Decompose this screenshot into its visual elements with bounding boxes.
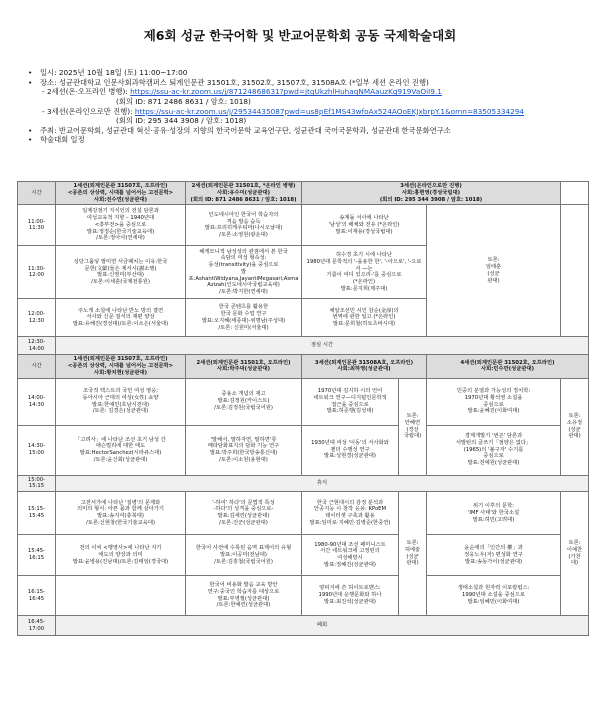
time-cell <box>18 246 56 299</box>
talk-cell <box>302 378 399 425</box>
cell-line: 「고려사」에 나타난 조선 초기 남성 간 <box>75 436 166 443</box>
cell-line: /토론:김흥철(국립국어원) <box>214 558 273 565</box>
time-part: 15:45- <box>27 548 46 555</box>
cell-line: 여성교육적 지향 – 1940년대 <box>86 215 155 222</box>
cell-line: 사회:최하영(성균관대) <box>337 366 391 373</box>
time-part: 16:15 <box>28 555 45 562</box>
cell-line: /토론: 신원미(서울대) <box>218 324 269 331</box>
cell-line: 네트워크 연구—디지털인문학적 <box>313 394 387 401</box>
talk-cell <box>302 492 399 535</box>
info-session2 <box>28 87 588 97</box>
talk-cell <box>186 246 302 299</box>
table-row <box>18 576 589 616</box>
discussant-note <box>561 378 589 475</box>
time-part: 15:15- <box>27 506 46 513</box>
afternoon-session4-header <box>427 355 589 378</box>
cell-line: 1990년대 운행문화와 하나 <box>318 592 382 599</box>
cell-line: (1965)의 '불구자' 수기를 <box>463 446 524 453</box>
talk-cell <box>186 535 302 576</box>
cell-line: 허수경 초기 시에 나타난 <box>335 252 393 258</box>
cell-line: 동아시아 근대의 여성(女性) 쇼양 <box>82 394 159 401</box>
talk-cell <box>427 576 561 616</box>
cell-line: 애도의 양상과 의미 <box>98 551 143 558</box>
cell-line: 소유정 <box>566 419 583 426</box>
cell-line: 발표:허준행(김성대) <box>326 408 374 415</box>
cell-line: 발표:한예민(호남시전대) <box>91 401 150 408</box>
cell-line: 발표:오지혜(세종대)·위명남(주성대) <box>201 317 286 324</box>
cell-line: 1970년대 황석영 소설을 <box>464 394 523 401</box>
time-cell <box>18 535 56 576</box>
time-part: 12:00- <box>27 311 46 318</box>
afternoon-session2-header <box>186 355 302 378</box>
cell-line: (성균 <box>406 553 419 560</box>
cell-line: '말해서, 말하자면, 말하면'류 <box>210 436 277 443</box>
cell-line: 발표:이재용(경성국립대) <box>335 228 393 235</box>
bullet-icon: • <box>28 135 33 145</box>
morning-session2-header <box>186 182 302 205</box>
cell-line: 번역에 관한 일고 (*온라인) <box>332 314 396 321</box>
cell-line: 발표:유해진(경성대)/토론:이소은(서울대) <box>72 321 169 328</box>
talk-cell <box>427 425 561 475</box>
cell-line: 서간 네트워크에 고정된의 <box>320 548 380 555</box>
lunch-row <box>18 337 589 355</box>
place-value: 성균관대학교 인문사회과학캠퍼스 퇴계인문관 31501호, 31502호, 31507호, 31508A호 (*일부 세션 온라인 진행) <box>58 77 429 87</box>
cell-line: (성균 <box>487 270 500 277</box>
break-row <box>18 475 589 492</box>
afternoon-session1-header <box>56 355 186 378</box>
cell-line: /토론:김정원(국립국어원) <box>214 404 273 411</box>
cell-line: 발표:송지여(충북대) <box>97 513 144 520</box>
cell-line: /토론:정아사(연세대) <box>96 235 145 242</box>
cell-line: 대) <box>570 560 579 567</box>
discussant-note <box>399 492 427 616</box>
talk-cell <box>56 378 186 425</box>
cell-line: 중심으로 <box>483 453 504 460</box>
cell-line: 허예술 <box>404 546 421 553</box>
cell-line: 서사와 신문 질서의 재편 양상 <box>86 314 155 321</box>
time-part: 11:30- <box>27 265 46 272</box>
cell-line: 발표:전예원(성균관대) <box>467 460 520 467</box>
time-part: 12:30 <box>28 317 45 324</box>
talk-cell <box>186 492 302 535</box>
cell-line: (회의 ID: 871 2486 8631 / 암호: 1018) <box>190 196 297 203</box>
cell-line: 사회:전수연(성균관대) <box>93 196 147 203</box>
cell-line: 발표:이공미(전남대) <box>220 551 267 558</box>
afternoon-header-row <box>18 355 589 378</box>
cell-line: 애슨멀리에 대한 태도 <box>95 443 146 450</box>
time-part: 14:00- <box>27 394 46 401</box>
cell-line: '-하여' 하다'의 문법적 특성 <box>212 499 275 506</box>
cell-line: 전의 이씨 <행영사>에 나타난 자기 <box>79 544 162 551</box>
info-place <box>28 78 588 88</box>
cell-line: 2세션(퇴계인문관 31501호, 오프라인) <box>196 359 291 366</box>
cell-line: 한국 문화 수업 연구 <box>220 311 267 318</box>
talk-cell <box>56 425 186 475</box>
cell-line: 정웅노우(자) 편성화 연구 <box>464 551 523 558</box>
cell-line: 발표:윤병용(진남대)/토론:김태임(경국대) <box>72 558 169 565</box>
session3-label: - 3세션(온라인으로만 진행): <box>42 106 133 116</box>
cell-line: 1930년대 여성 '이동'의 서사화와 <box>311 439 389 446</box>
morning-header-row <box>18 182 589 205</box>
info-date <box>28 68 588 78</box>
page-title: 제6회 성균 한국어학 및 반교어문학회 공동 국제학술대회 <box>143 28 457 43</box>
time-part: 17:00 <box>28 625 45 632</box>
time-cell <box>18 576 56 616</box>
cell-line: 발표:HectorSanchez(시라큐스대) <box>79 450 162 457</box>
cell-line: 윤순애의「인간의 權」과 <box>464 544 523 551</box>
cell-line: (*온라인) <box>352 279 376 286</box>
cell-line: 1980년대 문학적의 '-을용한 한', '-아으로', '-으로서 ―는 <box>306 258 422 272</box>
talk-cell <box>427 535 561 576</box>
talk-cell <box>186 205 302 246</box>
cell-line: <공존의 상상력, 시대를 넘어서는 고전문학> <box>67 363 174 370</box>
empty-cell <box>561 205 589 337</box>
talk-cell <box>56 535 186 576</box>
cell-line: 사회:민수만(성균관대) <box>481 366 535 373</box>
date-value: 2025년 10월 18일 (토) 11:00~17:00 <box>58 68 188 77</box>
cell-line: 발표:송동가이(성균관대) <box>464 558 523 565</box>
time-cell <box>18 378 56 425</box>
cell-line: 사회:홍현영(경성국립대) <box>401 189 461 196</box>
cell-line: 토론: <box>406 540 419 547</box>
talk-cell <box>56 576 186 616</box>
time-part: 16:45 <box>28 595 45 602</box>
table-row <box>18 378 589 425</box>
cell-line: 1970년대 김지하 시의 언어 <box>317 388 383 395</box>
session2-zoom-link[interactable]: https://ssu-ac-kr.zoom.us/j/87124868631?pwd=jtqUkzhlHuhaqNMAauzKg919VaOiI9.1 <box>130 87 442 97</box>
closing-label: 폐회 <box>56 616 589 636</box>
cell-line: 이예찬 <box>566 546 583 553</box>
cell-line: 한국어 사전에 수록된 음역 표제어의 유형 <box>195 544 292 551</box>
time-part: 11:30 <box>28 225 45 232</box>
session2-label: - 2세션(온·오프라인 병행): <box>42 87 128 97</box>
discussant-note <box>427 205 561 337</box>
cell-line: 발표:신영미(부산대) <box>97 272 144 279</box>
talk-cell <box>427 378 561 425</box>
cell-line: /토론:신현창(한국기술교육대) <box>85 519 156 526</box>
cell-line: 조국적 텍스트의 국민 여성 영웅; <box>82 388 159 395</box>
cell-line: 발표:김정원(카이스트) <box>217 398 270 405</box>
cell-line: 한국 콘텐츠를 활용한 <box>218 304 269 311</box>
time-part: 12:00 <box>28 272 45 279</box>
cell-line: 발표:성현경(성균관대) <box>324 453 376 460</box>
cell-line: 동성(transitivity)을 중심으로 <box>208 262 279 269</box>
table-row <box>18 535 589 576</box>
host-label: 주최: <box>40 125 57 135</box>
cell-line: 'IMF 사태'와 한국소설 <box>467 509 520 516</box>
cell-line: 생태소설과 원자력 이포칼립스: <box>457 585 530 592</box>
cell-line: 기름이 여디 있으리-'를 중심으로 <box>326 272 402 279</box>
host-value: 반교어문학회, 성균관대 혁신·공유·성장의 지향의 한국어문학 교육연구단, 성균관대 국어국문학과, 성균관대 한국문화연구소 <box>58 125 451 135</box>
date-label: 일시: <box>40 68 57 77</box>
cell-line: 고전서가에 나타난 '질병'의 문제와 <box>80 499 161 506</box>
info-session3 <box>28 107 588 117</box>
time-part: 16:45- <box>27 618 46 625</box>
talk-cell <box>186 299 302 337</box>
cell-line: 발표:허민(고려대) <box>472 516 515 523</box>
cell-line: 송계돌 서사에 나타난 <box>339 215 389 222</box>
cell-line: 발표:부영필(성균관대) <box>217 595 270 602</box>
time-header: 시간 <box>18 182 56 205</box>
time-part: 14:00 <box>28 345 45 352</box>
bullet-icon: • <box>28 68 33 77</box>
cell-line: 토론: <box>406 413 419 420</box>
cell-line: 관대) <box>487 277 500 284</box>
info-host <box>28 126 588 136</box>
time-cell <box>18 299 56 337</box>
cell-line: 성당그룹넣 발미면 서금패치는 이유:한국 <box>73 258 168 265</box>
time-part: 15:00- <box>27 476 46 483</box>
time-cell <box>18 475 56 492</box>
cell-line: 3세션(퇴계인문관 31508A호, 오프라인) <box>314 359 414 366</box>
cell-line: 토론: <box>568 413 581 420</box>
cell-line: 발표:정혜진(성균관대) <box>324 561 376 568</box>
talk-cell <box>302 299 427 337</box>
time-part: 12:30- <box>27 339 46 346</box>
schedule-table <box>17 181 589 636</box>
cell-line: 안공지능 시 창작 응용: KPoEM <box>313 506 387 513</box>
talk-cell <box>302 576 399 616</box>
cell-line: 여성해방시 <box>337 555 363 562</box>
cell-line: 발표:윤혜진(이화여대) <box>467 408 520 415</box>
cell-line: <공존의 상상력, 시대를 넘어서는 고전문학> <box>67 189 174 196</box>
cell-line: 사회:황치현(성균관대) <box>93 369 147 376</box>
cell-line: /토론:소영원(광운대) <box>219 232 268 239</box>
cell-line: 발표:임미로·지혜민·김병준(한중연) <box>309 519 391 526</box>
cell-line: 발표:프리히케우티마(나시오날대) <box>204 225 283 232</box>
lunch-label: 점심 시간 <box>56 337 589 355</box>
cell-line: 3세션(온라인으로만 진행) <box>400 183 462 189</box>
afternoon-session3-header <box>302 355 427 378</box>
cell-line: <흥부전>을 중심으로 <box>94 221 147 228</box>
cell-line: 한국 근현대시의 감정 분석과 <box>316 499 384 506</box>
cell-line: 토론: <box>487 257 500 264</box>
cell-line: 발표:최진석(성균관대) <box>324 599 376 605</box>
cell-line: (가천 <box>568 553 581 560</box>
cell-line: 접근을 중심으로 <box>331 401 369 408</box>
time-part: 15:00 <box>28 450 45 457</box>
cell-line: 젠더 수행성 연구 <box>330 446 370 453</box>
cell-line: 양피지에 쓴 허이트로맨스: <box>319 585 381 592</box>
cell-line: 발표:박주희(한국방송통신대) <box>209 450 278 457</box>
talk-cell <box>302 205 427 246</box>
morning-session1-header <box>56 182 186 205</box>
cell-line: 4세션(퇴계인문관 31502호, 오프라인) <box>460 359 555 366</box>
event-info <box>28 68 588 145</box>
time-part: 14:30 <box>28 401 45 408</box>
talk-cell <box>427 492 561 535</box>
cell-line: 중용소 개념의 재고 <box>221 391 266 398</box>
session2-meeting-id: (회의 ID: 871 2486 8631 / 암호: 1018) <box>116 96 251 106</box>
cell-line: 중심으로 <box>483 401 504 408</box>
table-row <box>18 492 589 535</box>
cell-line: 발표:정정순(한국기술교육대) <box>86 228 155 235</box>
talk-cell <box>56 492 186 535</box>
info-schedule <box>28 135 588 145</box>
cell-line: 서발턴의 글쓰기「점양은 없다」 <box>455 439 532 446</box>
talk-cell <box>56 246 186 299</box>
talk-cell <box>56 299 186 337</box>
cell-line: 민중의 분열과 가능성의 정치학: <box>456 388 531 395</box>
time-part: 14:30- <box>27 443 46 450</box>
cell-line: 1세션(퇴계인문관 31507호, 오프라인) <box>73 183 168 189</box>
cell-line: 경계개발기 '번곤' 담론과 <box>464 433 523 440</box>
cell-line: '남성'의 해체와 전유 (*온라인) <box>328 221 400 228</box>
cell-line: /토론:윤신회(성균관대) <box>93 456 148 463</box>
cell-line: /토론:진군(성균관대) <box>219 519 268 526</box>
talk-cell <box>186 576 302 616</box>
time-part: 15:45 <box>28 513 45 520</box>
cell-line: (회의 ID: 295 344 3908 / 암호: 1018) <box>379 196 483 203</box>
cell-line: 관대) <box>568 433 581 440</box>
table-row <box>18 205 589 246</box>
cell-line: 발표:임혜민(이화여대) <box>467 599 520 605</box>
cell-line: 임태훈 <box>485 264 502 271</box>
cell-line: 헤게모니적 남성성의 관점에서 본 한국 <box>199 248 288 255</box>
talk-cell <box>186 378 302 425</box>
cell-line: Azizah(인도네시아국립교육대) <box>207 282 280 289</box>
cell-line: 속담의 여성 형속성: <box>220 255 267 262</box>
time-part: 16:15- <box>27 588 46 595</box>
cell-line: 토론: <box>568 540 581 547</box>
header-spacer <box>561 182 589 205</box>
cell-line: 관대) <box>406 560 419 567</box>
time-cell <box>18 337 56 355</box>
place-label: 장소: <box>40 77 57 87</box>
cell-line: 사회:박주덕(성균관대) <box>216 366 270 373</box>
morning-session3-header <box>302 182 561 205</box>
cell-line: /토론:이소원(용현대) <box>219 456 268 463</box>
cell-line: 1980-90년대 조선 페미니스트 <box>314 541 386 548</box>
cell-line: 발표:문희철(히토츠바시대) <box>332 321 396 328</box>
cell-line: /토론:한예린(성균관대) <box>216 602 271 609</box>
cell-line: 국립대) <box>403 433 422 440</box>
cell-line: 발표:문지희(제주대) <box>340 285 388 292</box>
cell-line: /토론: 김경은(성균관대) <box>92 408 149 415</box>
schedule-label: 학술대회 일정 <box>40 135 85 145</box>
cell-line: 일제강점기 지식인의 전설 담론과 <box>82 208 159 215</box>
cell-line: 발표:김세린(성균관대) <box>217 513 270 520</box>
cell-line: /토론:박지한(연세대) <box>219 289 268 296</box>
talk-cell <box>302 535 399 576</box>
cell-line: 2세션(퇴계인문관 31501호, *온라인 병행) <box>191 183 296 189</box>
cell-line: 데이터셋 구축과 활용 <box>325 513 375 520</box>
session3-meeting-id: (회의 ID: 295 344 3908 / 암호: 1018) <box>116 116 247 126</box>
cell-line: 채알조선민 시인 감순(金淳)의 <box>329 307 399 314</box>
cell-line: 연구:중국인 학습자를 대상으로 <box>207 588 280 595</box>
cell-line: 안혜연 <box>404 419 421 426</box>
cell-line: 발표:AshantiWidyana,JayantiMegasari,Asma <box>188 268 299 282</box>
cell-line: 위기 이후의 문학: <box>473 502 514 509</box>
time-cell <box>18 425 56 475</box>
cell-line: 의미의 형식: 아픈 몸과 함께 살아가기 <box>77 506 164 513</box>
talk-cell <box>56 205 186 246</box>
time-cell <box>18 492 56 535</box>
cell-line: 주노게 소설에 나타난 반노 방의 결연 <box>77 307 164 314</box>
cell-line: 문헌(文獻)들은 제서시(謝소행) <box>84 265 157 272</box>
cell-line: 한국어 비용화 발음 교육 방안 <box>209 582 278 589</box>
bullet-icon: • <box>28 77 33 87</box>
discussant-note <box>399 378 427 475</box>
cell-line: 1세션(퇴계인문관 31507호, 오프라인) <box>73 356 168 363</box>
discussant-note <box>561 492 589 616</box>
talk-cell <box>302 425 399 475</box>
bullet-icon: • <box>28 125 33 135</box>
time-cell <box>18 616 56 636</box>
session3-zoom-link[interactable]: https://ssu-ac-kr.zoom.us/j/29534435087pwd=us8pEf1MS43wfoAx524AOoEKJxbrpY.1&omn=83505334294 <box>134 106 525 116</box>
table-row <box>18 425 589 475</box>
time-cell <box>18 205 56 246</box>
closing-row <box>18 616 589 636</box>
cell-line: 격음 발음 습득 <box>226 218 261 225</box>
talk-cell <box>186 425 302 475</box>
talk-cell <box>302 246 427 299</box>
cell-line: 인도네시아인 한국어 학습자의 <box>208 211 279 218</box>
time-part: 15:15 <box>28 483 45 490</box>
time-header: 시간 <box>18 355 56 378</box>
cell-line: 1990년대 소설을 중심으로 <box>462 592 525 599</box>
cell-line: (경상 <box>406 426 419 433</box>
cell-line: 사회:유수미(성균관대) <box>216 189 270 196</box>
time-part: 11:00- <box>27 218 46 225</box>
cell-line: 메타담화표지의 담화 기능 연구 <box>207 443 280 450</box>
break-label: 휴식 <box>56 475 589 492</box>
cell-line: -하다'의 성격을 중심으로- <box>213 506 274 513</box>
cell-line: /토론:이세훈(국제전통원) <box>91 279 150 286</box>
cell-line: (성균 <box>568 426 581 433</box>
